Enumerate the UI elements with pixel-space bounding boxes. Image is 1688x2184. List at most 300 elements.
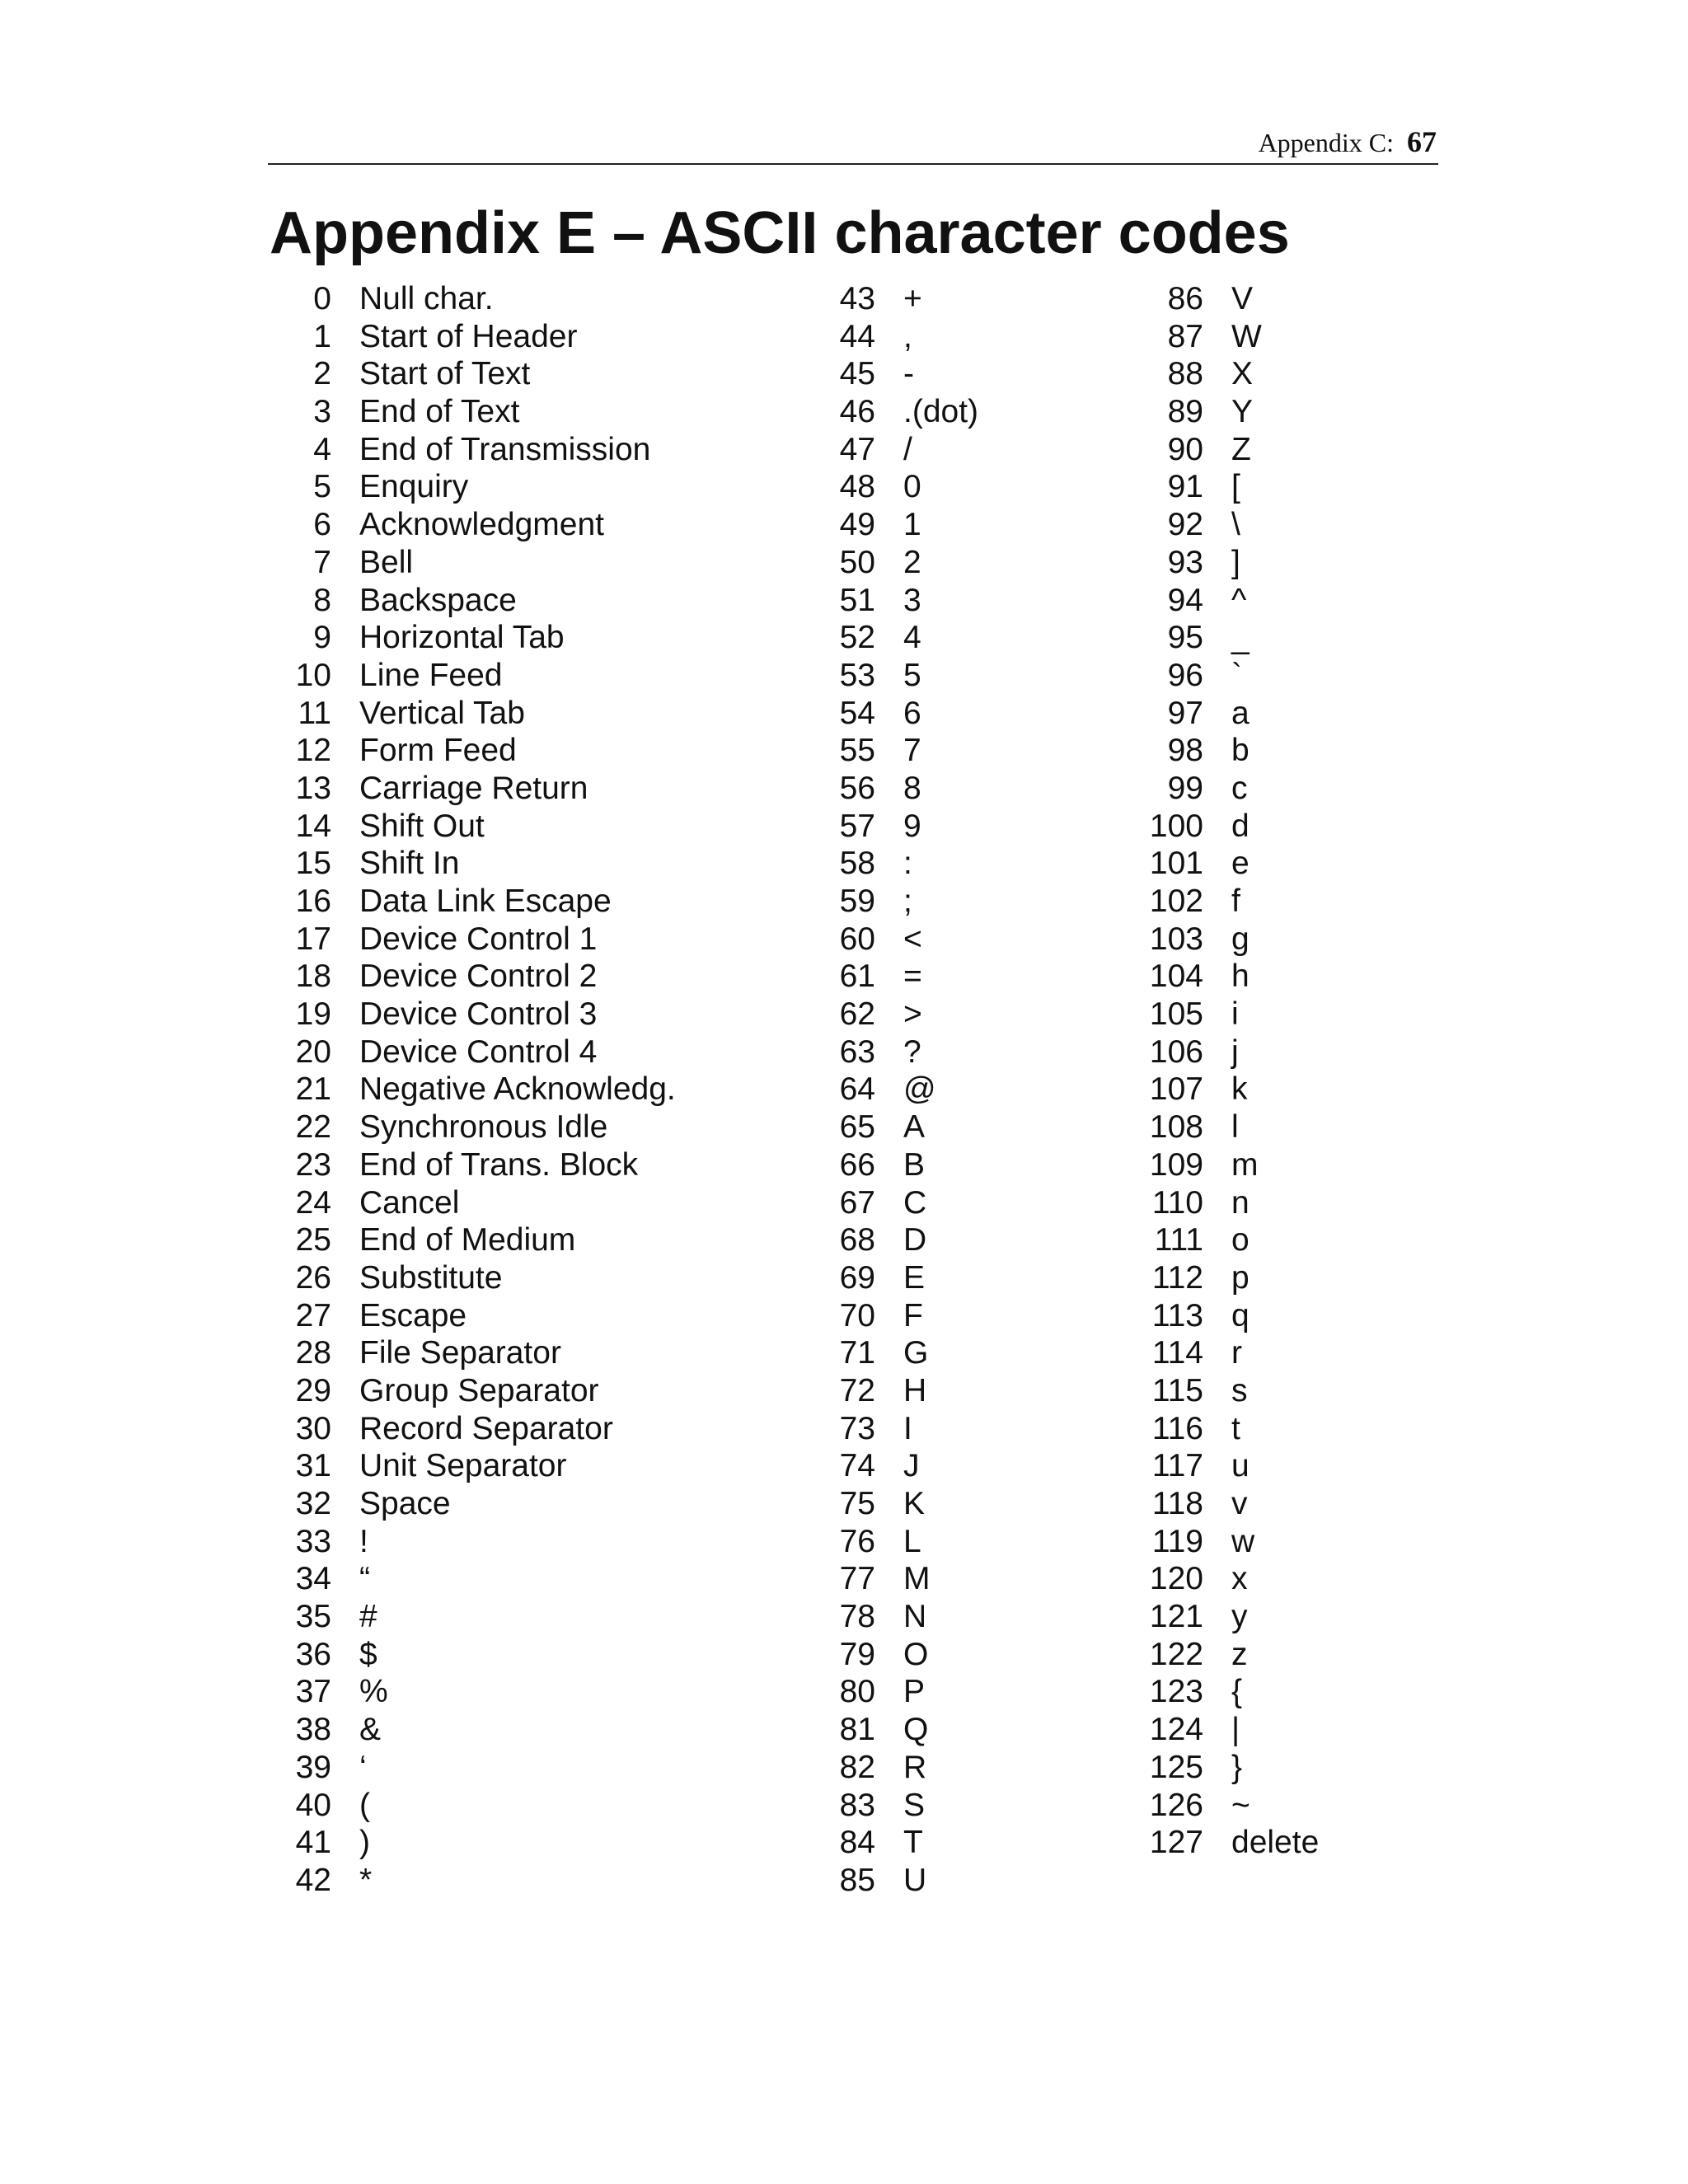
- ascii-row: [272, 1749, 676, 1787]
- ascii-description: P: [903, 1674, 926, 1710]
- ascii-description: n: [1231, 1184, 1250, 1221]
- ascii-description: @: [903, 1071, 936, 1108]
- ascii-description: q: [1231, 1297, 1250, 1333]
- ascii-row: [816, 431, 978, 469]
- ascii-description: #: [359, 1599, 377, 1635]
- ascii-code: 122: [1149, 1636, 1203, 1672]
- ascii-code: 68: [839, 1222, 875, 1258]
- ascii-row: [272, 431, 676, 469]
- ascii-row: [272, 1033, 676, 1071]
- ascii-description: `: [1231, 657, 1242, 693]
- ascii-row: [272, 1297, 676, 1335]
- ascii-code: 87: [1167, 318, 1203, 354]
- ascii-row: [1146, 1636, 1319, 1674]
- ascii-description: Cancel: [359, 1184, 460, 1221]
- ascii-description: %: [359, 1674, 388, 1710]
- ascii-row: [1146, 1749, 1319, 1787]
- ascii-description: D: [903, 1222, 927, 1258]
- ascii-description: Q: [903, 1712, 929, 1748]
- ascii-row: [1146, 1334, 1319, 1372]
- ascii-row: [816, 1108, 978, 1146]
- ascii-description: O: [903, 1636, 929, 1672]
- ascii-code: 75: [839, 1486, 875, 1521]
- ascii-description: |: [1231, 1712, 1240, 1748]
- ascii-row: [272, 695, 676, 733]
- ascii-row: [1146, 657, 1319, 695]
- ascii-code: 126: [1149, 1787, 1203, 1823]
- ascii-code: 61: [839, 958, 875, 995]
- ascii-row: [1146, 1184, 1319, 1222]
- ascii-row: [272, 1485, 676, 1523]
- ascii-description: ?: [903, 1033, 921, 1070]
- ascii-description: .(dot): [903, 394, 979, 430]
- ascii-code: 59: [839, 883, 875, 919]
- ascii-description: b: [1231, 733, 1250, 769]
- ascii-code: 80: [839, 1674, 875, 1710]
- ascii-row: [272, 883, 676, 921]
- ascii-code: 123: [1149, 1674, 1203, 1710]
- ascii-row: [272, 393, 676, 431]
- ascii-description: Z: [1231, 431, 1251, 467]
- ascii-code: 2: [313, 356, 331, 392]
- ascii-code: 56: [839, 770, 875, 806]
- ascii-description: Start of Text: [359, 356, 531, 392]
- ascii-code: 57: [839, 808, 875, 844]
- ascii-code: 125: [1149, 1749, 1203, 1785]
- ascii-description: End of Medium: [359, 1222, 576, 1258]
- ascii-code: 66: [839, 1146, 875, 1183]
- ascii-description: k: [1231, 1071, 1248, 1108]
- ascii-code: 92: [1167, 507, 1203, 543]
- ascii-code: 89: [1167, 394, 1203, 430]
- ascii-description: T: [903, 1825, 923, 1861]
- ascii-code: 71: [839, 1335, 875, 1371]
- ascii-row: [1146, 1297, 1319, 1335]
- ascii-description: End of Transmission: [359, 431, 651, 467]
- ascii-row: [816, 1071, 978, 1108]
- ascii-row: [272, 921, 676, 958]
- ascii-code: 76: [839, 1523, 875, 1559]
- ascii-code: 111: [1154, 1222, 1203, 1258]
- ascii-row: [1146, 318, 1319, 356]
- ascii-code: 77: [839, 1561, 875, 1597]
- ascii-row: [816, 1711, 978, 1749]
- ascii-row: [1146, 619, 1319, 657]
- ascii-description: Substitute: [359, 1259, 503, 1296]
- ascii-description: a: [1231, 695, 1250, 731]
- ascii-code: 94: [1167, 582, 1203, 618]
- ascii-row: [272, 1410, 676, 1448]
- ascii-row: [272, 1598, 676, 1636]
- ascii-description: X: [1231, 356, 1254, 392]
- ascii-description: =: [903, 958, 922, 995]
- ascii-row: [272, 1673, 676, 1711]
- ascii-code: 64: [839, 1071, 875, 1108]
- ascii-description: Carriage Return: [359, 770, 588, 806]
- ascii-description: >: [903, 996, 922, 1033]
- ascii-row: [272, 468, 676, 506]
- ascii-row: [1146, 1146, 1319, 1184]
- ascii-description: 4: [903, 620, 921, 656]
- ascii-row: [272, 1787, 676, 1825]
- ascii-description: d: [1231, 808, 1250, 844]
- ascii-row: [816, 393, 978, 431]
- ascii-row: [1146, 921, 1319, 958]
- ascii-description: M: [903, 1561, 931, 1597]
- ascii-description: Form Feed: [359, 733, 517, 769]
- ascii-row: [816, 996, 978, 1033]
- ascii-description: v: [1231, 1486, 1248, 1521]
- ascii-description: Horizontal Tab: [359, 620, 565, 656]
- ascii-code: 85: [839, 1862, 875, 1898]
- ascii-description: :: [903, 846, 912, 882]
- ascii-code: 17: [295, 921, 331, 957]
- ascii-description: L: [903, 1523, 921, 1559]
- ascii-description: Start of Header: [359, 318, 578, 354]
- ascii-row: [272, 1372, 676, 1410]
- ascii-row: [1146, 468, 1319, 506]
- ascii-code: 97: [1167, 695, 1203, 731]
- ascii-row: [272, 318, 676, 356]
- ascii-code: 37: [295, 1674, 331, 1710]
- ascii-description: \: [1231, 507, 1240, 543]
- ascii-code: 0: [313, 281, 331, 316]
- ascii-description: Space: [359, 1486, 451, 1521]
- ascii-code: 42: [295, 1862, 331, 1898]
- ascii-code: 83: [839, 1787, 875, 1823]
- ascii-code: 101: [1149, 846, 1203, 882]
- ascii-code: 69: [839, 1259, 875, 1296]
- ascii-description: ;: [903, 883, 912, 919]
- ascii-code: 13: [295, 770, 331, 806]
- ascii-code: 4: [313, 431, 331, 467]
- ascii-row: [272, 1146, 676, 1184]
- ascii-description: H: [903, 1372, 927, 1408]
- ascii-row: [816, 883, 978, 921]
- ascii-code: 12: [295, 733, 331, 769]
- ascii-code: 79: [839, 1636, 875, 1672]
- ascii-description: _: [1231, 620, 1250, 656]
- ascii-code: 27: [295, 1297, 331, 1333]
- ascii-row: [1146, 1033, 1319, 1071]
- ascii-row: [816, 1033, 978, 1071]
- ascii-code: 6: [313, 507, 331, 543]
- ascii-code: 18: [295, 958, 331, 995]
- ascii-code: 60: [839, 921, 875, 957]
- ascii-column-2: [816, 280, 978, 1900]
- ascii-description: Device Control 1: [359, 921, 598, 957]
- ascii-code: 58: [839, 846, 875, 882]
- ascii-description: i: [1231, 996, 1239, 1033]
- ascii-row: [1146, 1410, 1319, 1448]
- ascii-code: 99: [1167, 770, 1203, 806]
- ascii-row: [816, 808, 978, 846]
- ascii-column-1: [272, 280, 676, 1900]
- ascii-code: 39: [295, 1749, 331, 1785]
- ascii-code: 98: [1167, 733, 1203, 769]
- ascii-code: 114: [1151, 1335, 1203, 1371]
- ascii-row: [272, 1071, 676, 1108]
- ascii-description: 5: [903, 657, 921, 693]
- ascii-description: p: [1231, 1259, 1250, 1296]
- ascii-description: Record Separator: [359, 1410, 613, 1446]
- ascii-row: [816, 1410, 978, 1448]
- ascii-row: [272, 1636, 676, 1674]
- ascii-code: 19: [295, 996, 331, 1033]
- running-header-label: Appendix C:: [1258, 128, 1394, 157]
- ascii-code: 84: [839, 1825, 875, 1861]
- ascii-code: 15: [295, 846, 331, 882]
- ascii-code: 23: [295, 1146, 331, 1183]
- ascii-description: 8: [903, 770, 921, 806]
- ascii-row: [1146, 1560, 1319, 1598]
- ascii-row: [816, 1560, 978, 1598]
- ascii-code: 110: [1151, 1184, 1203, 1221]
- ascii-row: [1146, 1372, 1319, 1410]
- ascii-row: [816, 1372, 978, 1410]
- ascii-row: [1146, 958, 1319, 996]
- ascii-row: [1146, 1787, 1319, 1825]
- ascii-row: [1146, 1108, 1319, 1146]
- ascii-row: [1146, 695, 1319, 733]
- ascii-description: U: [903, 1862, 927, 1898]
- ascii-description: 9: [903, 808, 921, 844]
- ascii-description: [: [1231, 469, 1240, 505]
- ascii-code: 9: [313, 620, 331, 656]
- ascii-code: 35: [295, 1599, 331, 1635]
- ascii-code: 20: [295, 1033, 331, 1070]
- ascii-row: [272, 544, 676, 582]
- ascii-code: 102: [1149, 883, 1203, 919]
- ascii-code: 32: [295, 1486, 331, 1521]
- ascii-code: 74: [839, 1448, 875, 1484]
- ascii-row: [816, 1636, 978, 1674]
- ascii-code: 124: [1149, 1712, 1203, 1748]
- ascii-code: 47: [839, 431, 875, 467]
- ascii-description: Device Control 2: [359, 958, 598, 995]
- ascii-code: 51: [839, 582, 875, 618]
- ascii-row: [816, 921, 978, 958]
- ascii-row: [816, 619, 978, 657]
- ascii-description: B: [903, 1146, 926, 1183]
- ascii-code: 105: [1149, 996, 1203, 1033]
- ascii-code: 86: [1167, 281, 1203, 316]
- ascii-code: 31: [295, 1448, 331, 1484]
- ascii-row: [1146, 1259, 1319, 1297]
- ascii-code: 16: [295, 883, 331, 919]
- ascii-description: /: [903, 431, 912, 467]
- ascii-description: 7: [903, 733, 921, 769]
- ascii-row: [816, 657, 978, 695]
- ascii-code: 52: [839, 620, 875, 656]
- ascii-row: [816, 732, 978, 770]
- ascii-code: 55: [839, 733, 875, 769]
- ascii-row: [1146, 732, 1319, 770]
- ascii-row: [1146, 1673, 1319, 1711]
- ascii-row: [272, 770, 676, 808]
- ascii-code: 11: [298, 695, 331, 731]
- ascii-row: [816, 1184, 978, 1222]
- ascii-code: 7: [313, 544, 331, 580]
- ascii-code: 106: [1149, 1033, 1203, 1070]
- ascii-description: ~: [1231, 1787, 1250, 1823]
- ascii-row: [816, 468, 978, 506]
- ascii-code: 48: [839, 469, 875, 505]
- ascii-row: [272, 506, 676, 544]
- ascii-description: f: [1231, 883, 1240, 919]
- ascii-description: E: [903, 1259, 926, 1296]
- ascii-code: 44: [839, 318, 875, 354]
- ascii-row: [272, 996, 676, 1033]
- ascii-description: Group Separator: [359, 1372, 599, 1408]
- ascii-description: g: [1231, 921, 1250, 957]
- ascii-row: [816, 958, 978, 996]
- ascii-code: 82: [839, 1749, 875, 1785]
- ascii-row: [1146, 280, 1319, 318]
- ascii-description: s: [1231, 1372, 1248, 1408]
- ascii-code: 54: [839, 695, 875, 731]
- ascii-description: Enquiry: [359, 469, 469, 505]
- ascii-code: 96: [1167, 657, 1203, 693]
- ascii-row: [816, 1523, 978, 1561]
- ascii-row: [1146, 1485, 1319, 1523]
- ascii-code: 117: [1151, 1448, 1203, 1484]
- ascii-row: [1146, 1071, 1319, 1108]
- ascii-row: [1146, 393, 1319, 431]
- ascii-row: [272, 1523, 676, 1561]
- ascii-row: [1146, 431, 1319, 469]
- ascii-row: [272, 1824, 676, 1862]
- ascii-row: [816, 770, 978, 808]
- ascii-row: [816, 1598, 978, 1636]
- ascii-code: 90: [1167, 431, 1203, 467]
- ascii-description: Bell: [359, 544, 414, 580]
- ascii-row: [816, 355, 978, 393]
- ascii-code: 21: [295, 1071, 331, 1108]
- ascii-code: 88: [1167, 356, 1203, 392]
- ascii-description: +: [903, 281, 922, 316]
- ascii-code: 119: [1151, 1523, 1203, 1559]
- ascii-description: W: [1231, 318, 1262, 354]
- ascii-description: G: [903, 1335, 929, 1371]
- ascii-code: 112: [1151, 1259, 1203, 1296]
- ascii-code: 63: [839, 1033, 875, 1070]
- ascii-code: 67: [839, 1184, 875, 1221]
- ascii-description: S: [903, 1787, 926, 1823]
- ascii-description: (: [359, 1787, 370, 1823]
- ascii-code: 81: [839, 1712, 875, 1748]
- ascii-row: [1146, 1221, 1319, 1259]
- ascii-description: 0: [903, 469, 921, 505]
- ascii-code: 41: [295, 1825, 331, 1861]
- ascii-description: Synchronous Idle: [359, 1109, 608, 1146]
- ascii-code: 100: [1149, 808, 1203, 844]
- ascii-code: 70: [839, 1297, 875, 1333]
- ascii-description: w: [1231, 1523, 1255, 1559]
- ascii-description: Shift In: [359, 846, 460, 882]
- ascii-code: 10: [295, 657, 331, 693]
- ascii-row: [816, 1334, 978, 1372]
- ascii-description: &: [359, 1712, 382, 1748]
- ascii-row: [816, 1297, 978, 1335]
- ascii-description: ^: [1231, 582, 1247, 618]
- ascii-code: 3: [313, 394, 331, 430]
- ascii-row: [272, 845, 676, 883]
- ascii-description: e: [1231, 846, 1250, 882]
- ascii-row: [816, 1259, 978, 1297]
- ascii-row: [1146, 1824, 1319, 1862]
- ascii-row: [816, 280, 978, 318]
- ascii-row: [272, 1862, 676, 1900]
- ascii-row: [272, 1447, 676, 1485]
- ascii-row: [816, 1447, 978, 1485]
- ascii-description: *: [359, 1862, 373, 1898]
- ascii-code: 113: [1151, 1297, 1203, 1333]
- ascii-row: [816, 1673, 978, 1711]
- ascii-row: [816, 506, 978, 544]
- ascii-row: [272, 619, 676, 657]
- ascii-code: 36: [295, 1636, 331, 1672]
- ascii-description: File Separator: [359, 1335, 561, 1371]
- ascii-code: 73: [839, 1410, 875, 1446]
- ascii-row: [816, 1824, 978, 1862]
- ascii-code: 38: [295, 1712, 331, 1748]
- ascii-code: 109: [1149, 1146, 1203, 1183]
- ascii-row: [272, 355, 676, 393]
- ascii-description: 3: [903, 582, 921, 618]
- ascii-row: [1146, 845, 1319, 883]
- ascii-code: 116: [1151, 1410, 1203, 1446]
- ascii-description: t: [1231, 1410, 1240, 1446]
- ascii-code: 5: [313, 469, 331, 505]
- ascii-row: [816, 695, 978, 733]
- ascii-description: A: [903, 1109, 926, 1146]
- ascii-row: [1146, 1447, 1319, 1485]
- ascii-row: [816, 1862, 978, 1900]
- ascii-description: 6: [903, 695, 921, 731]
- ascii-row: [1146, 996, 1319, 1033]
- ascii-code: 34: [295, 1561, 331, 1597]
- ascii-code: 33: [295, 1523, 331, 1559]
- ascii-code: 53: [839, 657, 875, 693]
- ascii-description: l: [1231, 1109, 1239, 1146]
- ascii-code: 46: [839, 394, 875, 430]
- ascii-row: [272, 1221, 676, 1259]
- ascii-code: 115: [1151, 1372, 1203, 1408]
- ascii-description: End of Text: [359, 394, 520, 430]
- ascii-row: [272, 582, 676, 620]
- ascii-row: [816, 318, 978, 356]
- ascii-description: End of Trans. Block: [359, 1146, 639, 1183]
- ascii-row: [816, 845, 978, 883]
- ascii-row: [1146, 582, 1319, 620]
- ascii-description: 1: [903, 507, 921, 543]
- ascii-row: [816, 1221, 978, 1259]
- ascii-description: }: [1231, 1749, 1243, 1785]
- ascii-description: V: [1231, 281, 1254, 316]
- ascii-description: Y: [1231, 394, 1254, 430]
- ascii-row: [272, 1259, 676, 1297]
- ascii-code: 120: [1149, 1561, 1203, 1597]
- ascii-description: -: [903, 356, 914, 392]
- ascii-row: [272, 657, 676, 695]
- ascii-row: [1146, 808, 1319, 846]
- ascii-description: x: [1231, 1561, 1248, 1597]
- ascii-code: 49: [839, 507, 875, 543]
- ascii-description: C: [903, 1184, 927, 1221]
- ascii-code: 103: [1149, 921, 1203, 957]
- ascii-code: 107: [1149, 1071, 1203, 1108]
